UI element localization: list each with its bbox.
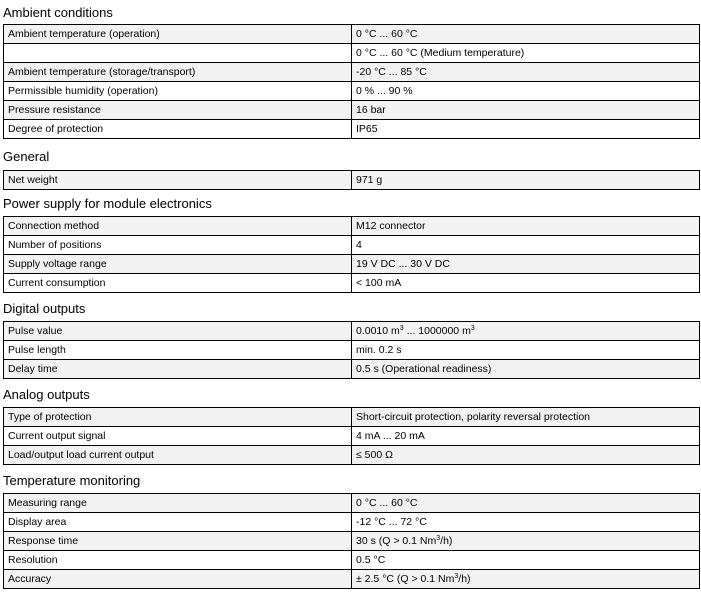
ambient-conditions-table bbox=[3, 24, 700, 139]
row-label: Measuring range bbox=[4, 494, 352, 513]
row-label: Delay time bbox=[4, 360, 352, 379]
row-label: Permissible humidity (operation) bbox=[4, 82, 352, 101]
row-label: Display area bbox=[4, 513, 352, 532]
table-row bbox=[4, 532, 700, 551]
row-value: 16 bar bbox=[352, 101, 700, 120]
table-row bbox=[4, 341, 700, 360]
row-value: 0 °C ... 60 °C bbox=[352, 494, 700, 513]
section-heading-analog-outputs: Analog outputs bbox=[3, 387, 90, 402]
table-row bbox=[4, 101, 700, 120]
row-label: Number of positions bbox=[4, 236, 352, 255]
temperature-monitoring-table bbox=[3, 493, 700, 589]
general-table bbox=[3, 170, 700, 190]
row-value: ≤ 500 Ω bbox=[352, 446, 700, 465]
row-value: IP65 bbox=[352, 120, 700, 139]
table-row bbox=[4, 82, 700, 101]
row-label: Type of protection bbox=[4, 408, 352, 427]
row-value: 4 bbox=[352, 236, 700, 255]
row-value: 0 °C ... 60 °C bbox=[352, 25, 700, 44]
row-label: Net weight bbox=[4, 171, 352, 190]
row-value: 0.5 s (Operational readiness) bbox=[352, 360, 700, 379]
row-label: Accuracy bbox=[4, 570, 352, 589]
row-label: Ambient temperature (operation) bbox=[4, 25, 352, 44]
section-heading-temperature-monitoring: Temperature monitoring bbox=[3, 473, 141, 488]
table-row bbox=[4, 494, 700, 513]
row-value: 0.0010 $m^3$ ... 1000000 $m^3$ bbox=[352, 322, 700, 341]
row-label: Response time bbox=[4, 532, 352, 551]
row-label: Connection method bbox=[4, 217, 352, 236]
row-value: 30 s (Q > 0.1 Nm$^3$/h) bbox=[352, 532, 700, 551]
digital-outputs-table bbox=[3, 321, 700, 379]
row-label: Pressure resistance bbox=[4, 101, 352, 120]
table-row bbox=[4, 570, 700, 589]
row-value: ± 2.5 °C (Q > 0.1 Nm$^3$/h) bbox=[352, 570, 700, 589]
table-row bbox=[4, 120, 700, 139]
row-label: Current output signal bbox=[4, 427, 352, 446]
table-row bbox=[4, 427, 700, 446]
row-value: M12 connector bbox=[352, 217, 700, 236]
table-row bbox=[4, 513, 700, 532]
row-value: < 100 mA bbox=[352, 274, 700, 293]
row-value: 971 g bbox=[352, 171, 700, 190]
row-value: 0.5 °C bbox=[352, 551, 700, 570]
table-row bbox=[4, 255, 700, 274]
table-row bbox=[4, 274, 700, 293]
row-value: min. 0.2 s bbox=[352, 341, 700, 360]
table-row bbox=[4, 322, 700, 341]
row-value: -20 °C ... 85 °C bbox=[352, 63, 700, 82]
row-value: 0 °C ... 60 °C (Medium temperature) bbox=[352, 44, 700, 63]
row-value: 4 mA ... 20 mA bbox=[352, 427, 700, 446]
table-row bbox=[4, 44, 700, 63]
row-label: Supply voltage range bbox=[4, 255, 352, 274]
table-row bbox=[4, 25, 700, 44]
analog-outputs-table bbox=[3, 407, 700, 465]
table-row bbox=[4, 360, 700, 379]
table-row bbox=[4, 551, 700, 570]
section-heading-general: General bbox=[3, 149, 50, 164]
power-supply-table bbox=[3, 216, 700, 293]
row-label bbox=[4, 44, 352, 63]
row-label: Degree of protection bbox=[4, 120, 352, 139]
section-heading-power-supply: Power supply for module electronics bbox=[3, 196, 212, 211]
section-heading-ambient-conditions: Ambient conditions bbox=[3, 5, 113, 20]
section-heading-digital-outputs: Digital outputs bbox=[3, 301, 86, 316]
table-row bbox=[4, 63, 700, 82]
table-row bbox=[4, 446, 700, 465]
table-row bbox=[4, 408, 700, 427]
row-label: Load/output load current output bbox=[4, 446, 352, 465]
table-row bbox=[4, 236, 700, 255]
row-label: Pulse value bbox=[4, 322, 352, 341]
row-label: Pulse length bbox=[4, 341, 352, 360]
row-label: Resolution bbox=[4, 551, 352, 570]
row-label: Current consumption bbox=[4, 274, 352, 293]
table-row bbox=[4, 217, 700, 236]
row-value: 19 V DC ... 30 V DC bbox=[352, 255, 700, 274]
row-value: -12 °C ... 72 °C bbox=[352, 513, 700, 532]
table-row bbox=[4, 171, 700, 190]
row-value: 0 % ... 90 % bbox=[352, 82, 700, 101]
row-value: Short-circuit protection, polarity reversal protection bbox=[352, 408, 700, 427]
row-label: Ambient temperature (storage/transport) bbox=[4, 63, 352, 82]
